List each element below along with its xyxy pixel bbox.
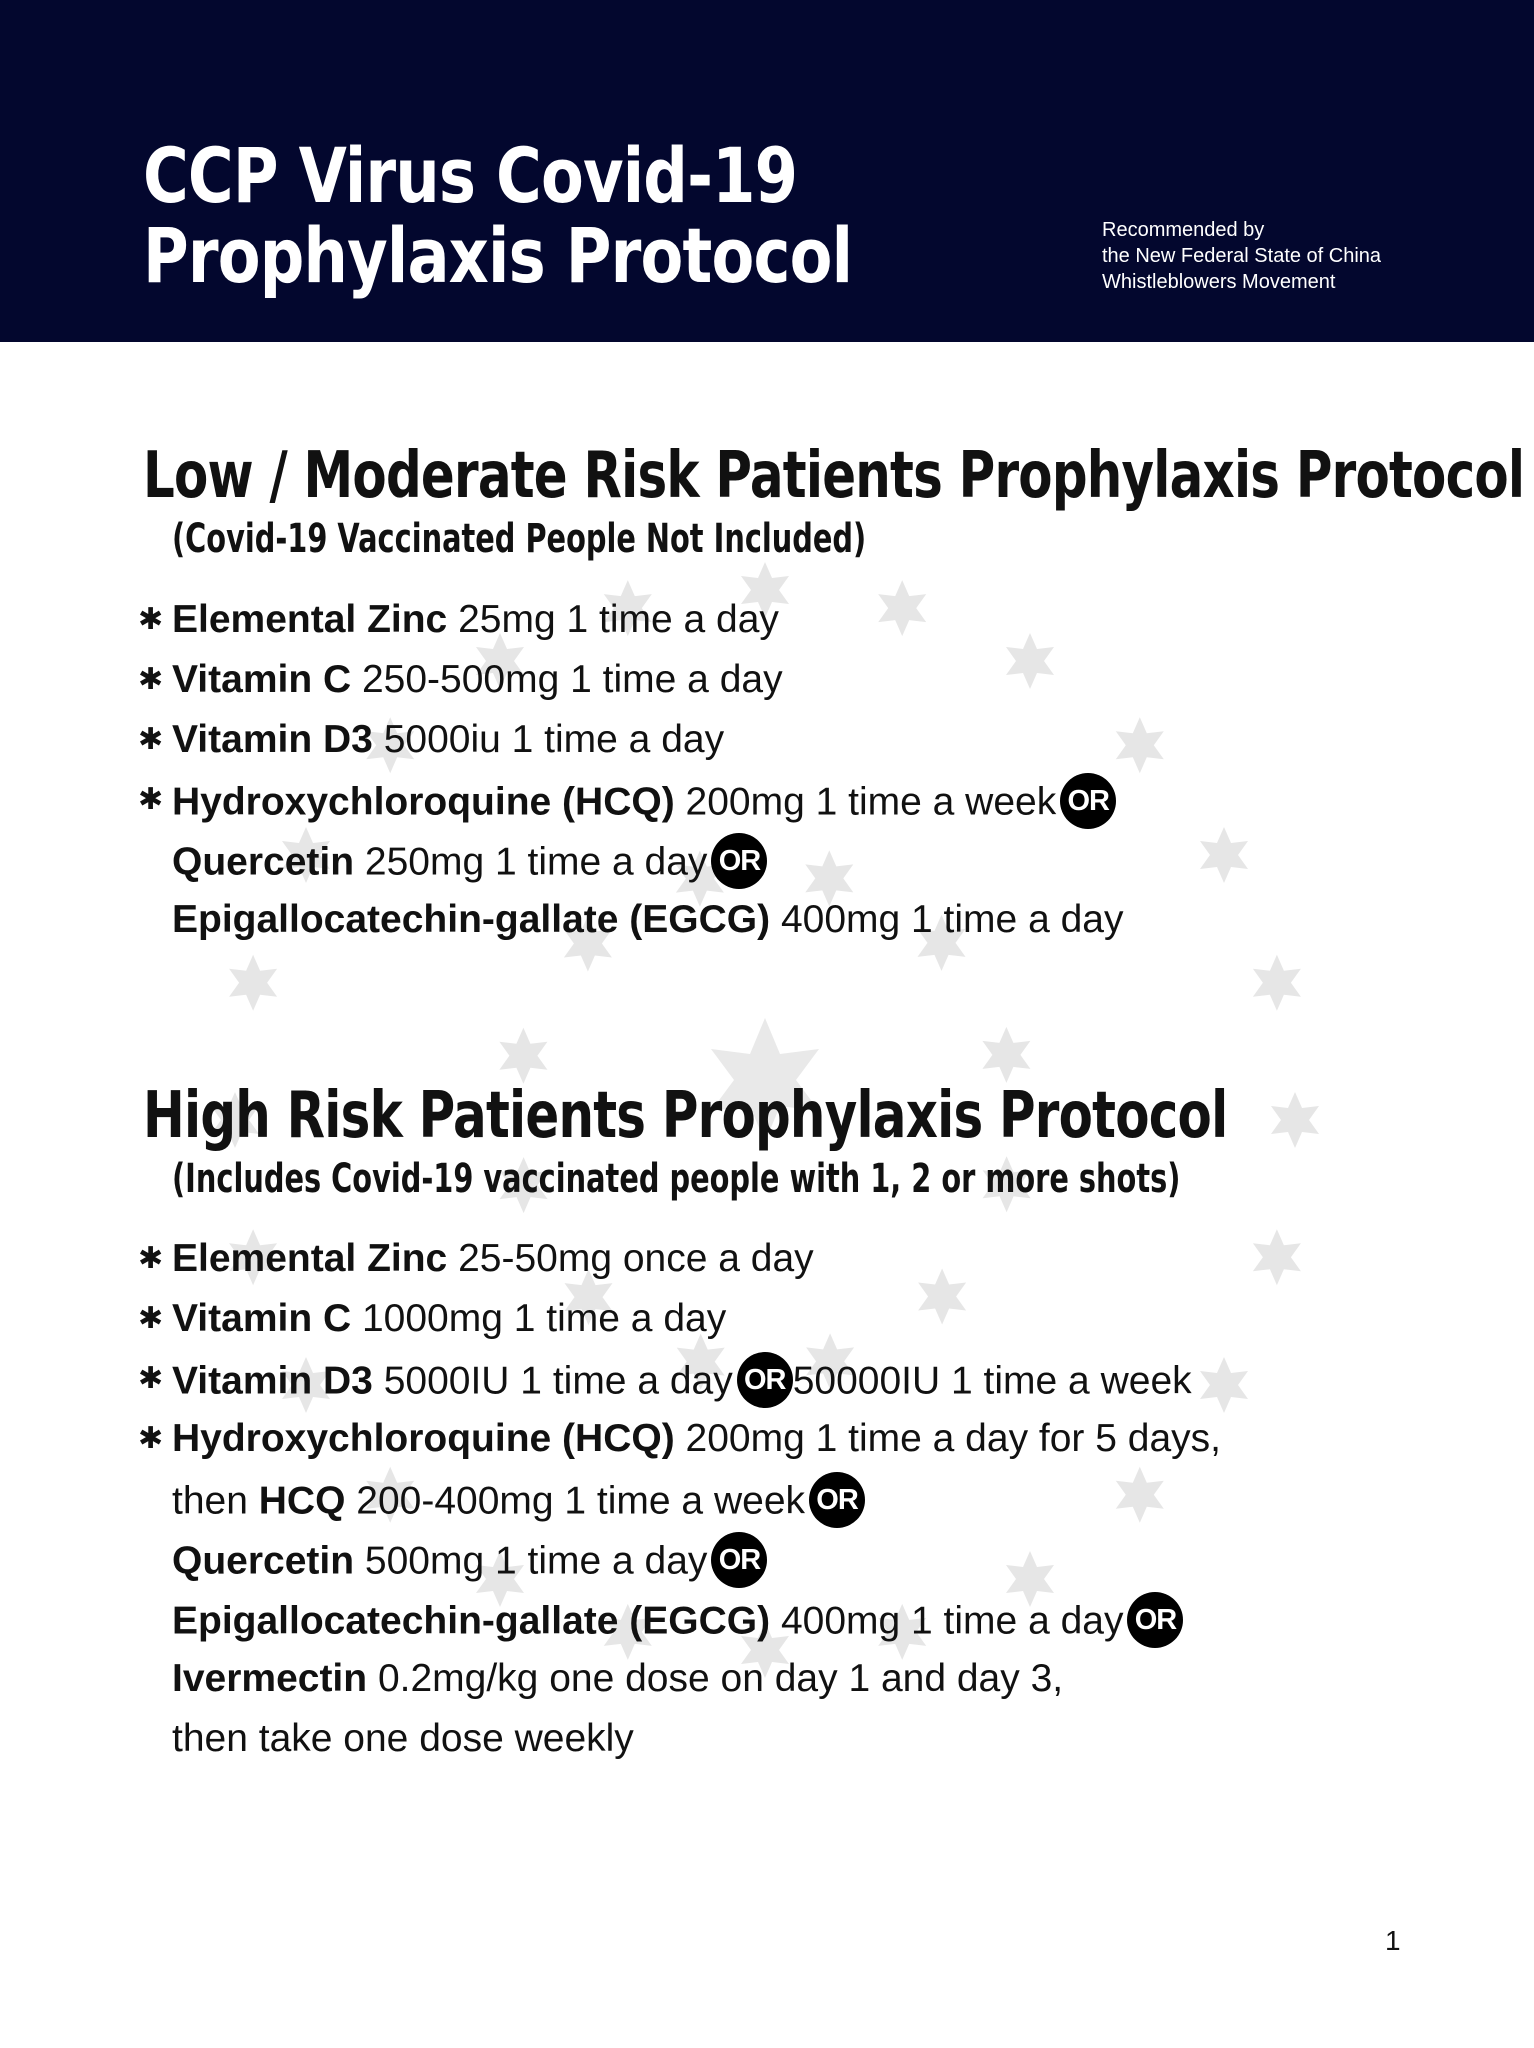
- item-dosage: then take one dose weekly: [172, 1717, 634, 1760]
- item-dosage: 5000iu 1 time a day: [372, 718, 725, 761]
- low-risk-section-title: Low / Moderate Risk Patients Prophylaxis Protocol: [143, 439, 1525, 513]
- high-risk-section-title: High Risk Patients Prophylaxis Protocol: [143, 1079, 1228, 1153]
- item-prefix: then: [172, 1479, 259, 1523]
- high-risk-section-subtitle: (Includes Covid-19 vaccinated people with 1, 2 or more shots): [172, 1156, 1181, 1202]
- asterisk-bullet-icon: ✱: [138, 722, 164, 757]
- or-badge: OR: [711, 1532, 767, 1588]
- asterisk-bullet-icon: ✱: [138, 1421, 164, 1456]
- or-badge: OR: [1060, 773, 1116, 829]
- recommended-line-1: Recommended by: [1102, 219, 1265, 241]
- item-dosage: 400mg 1 time a day: [770, 898, 1124, 941]
- low-risk-item-vitamin-d3: [138, 716, 725, 764]
- or-badge: OR: [711, 833, 767, 889]
- asterisk-bullet-icon: ✱: [138, 662, 164, 697]
- item-name: Elemental Zinc: [172, 598, 448, 641]
- low-risk-item-hcq: [138, 776, 1116, 832]
- item-dosage: 0.2mg/kg one dose on day 1 and day 3,: [367, 1657, 1064, 1700]
- high-risk-item-hcq-followup: [172, 1475, 865, 1531]
- low-risk-item-vitamin-c: [138, 656, 783, 704]
- item-name: Vitamin C: [172, 658, 352, 701]
- item-name: Quercetin: [172, 840, 355, 884]
- item-dosage: 500mg 1 time a day: [354, 1539, 708, 1583]
- asterisk-bullet-icon: ✱: [138, 602, 164, 637]
- item-name: Ivermectin: [172, 1657, 368, 1700]
- low-risk-item-zinc: [138, 596, 779, 644]
- page-title-line-2: Prophylaxis Protocol: [143, 211, 853, 300]
- item-name: Epigallocatechin-gallate (EGCG): [172, 898, 771, 941]
- asterisk-bullet-icon: ✱: [138, 1241, 164, 1276]
- item-name: Hydroxychloroquine (HCQ): [172, 780, 675, 824]
- high-risk-item-ivermectin-followup: [172, 1715, 634, 1763]
- item-name: Elemental Zinc: [172, 1237, 448, 1280]
- item-dosage: 5000IU 1 time a day: [372, 1359, 733, 1403]
- low-risk-item-quercetin: [172, 836, 767, 892]
- asterisk-bullet-icon: ✱: [138, 782, 164, 817]
- or-badge: OR: [737, 1352, 793, 1408]
- item-dosage: 200mg 1 time a week: [674, 780, 1057, 824]
- low-risk-item-egcg: [172, 896, 1123, 944]
- item-dosage: 400mg 1 time a day: [770, 1599, 1124, 1643]
- item-name: Vitamin D3: [172, 718, 373, 761]
- item-dosage-alt: 50000IU 1 time a week: [792, 1359, 1192, 1403]
- high-risk-item-egcg: [172, 1595, 1183, 1651]
- or-badge: OR: [809, 1472, 865, 1528]
- item-dosage: 250-500mg 1 time a day: [351, 658, 783, 701]
- page-number: 1: [1385, 1925, 1401, 1956]
- low-risk-section-subtitle: (Covid-19 Vaccinated People Not Included): [172, 516, 867, 562]
- page-title-line-1: CCP Virus Covid-19: [143, 131, 798, 220]
- asterisk-bullet-icon: ✱: [138, 1361, 164, 1396]
- or-badge: OR: [1127, 1592, 1183, 1648]
- item-dosage: 25mg 1 time a day: [447, 598, 779, 641]
- item-name: HCQ: [258, 1479, 346, 1523]
- item-name: Vitamin C: [172, 1297, 352, 1340]
- high-risk-item-quercetin: [172, 1535, 767, 1591]
- item-dosage: 200mg 1 time a day for 5 days,: [674, 1417, 1221, 1460]
- asterisk-bullet-icon: ✱: [138, 1301, 164, 1336]
- item-dosage: 200-400mg 1 time a week: [345, 1479, 806, 1523]
- item-dosage: 25-50mg once a day: [447, 1237, 814, 1280]
- high-risk-item-ivermectin: [172, 1655, 1063, 1703]
- item-dosage: 250mg 1 time a day: [354, 840, 708, 884]
- item-name: Quercetin: [172, 1539, 355, 1583]
- high-risk-item-zinc: [138, 1235, 814, 1283]
- item-name: Vitamin D3: [172, 1359, 373, 1403]
- high-risk-item-vitamin-d3: [138, 1355, 1192, 1411]
- item-dosage: 1000mg 1 time a day: [351, 1297, 727, 1340]
- high-risk-item-vitamin-c: [138, 1295, 727, 1343]
- high-risk-item-hcq: [138, 1415, 1221, 1463]
- recommended-line-2: the New Federal State of China: [1102, 245, 1382, 267]
- recommended-line-3: Whistleblowers Movement: [1102, 271, 1336, 293]
- item-name: Epigallocatechin-gallate (EGCG): [172, 1599, 771, 1643]
- item-name: Hydroxychloroquine (HCQ): [172, 1417, 675, 1460]
